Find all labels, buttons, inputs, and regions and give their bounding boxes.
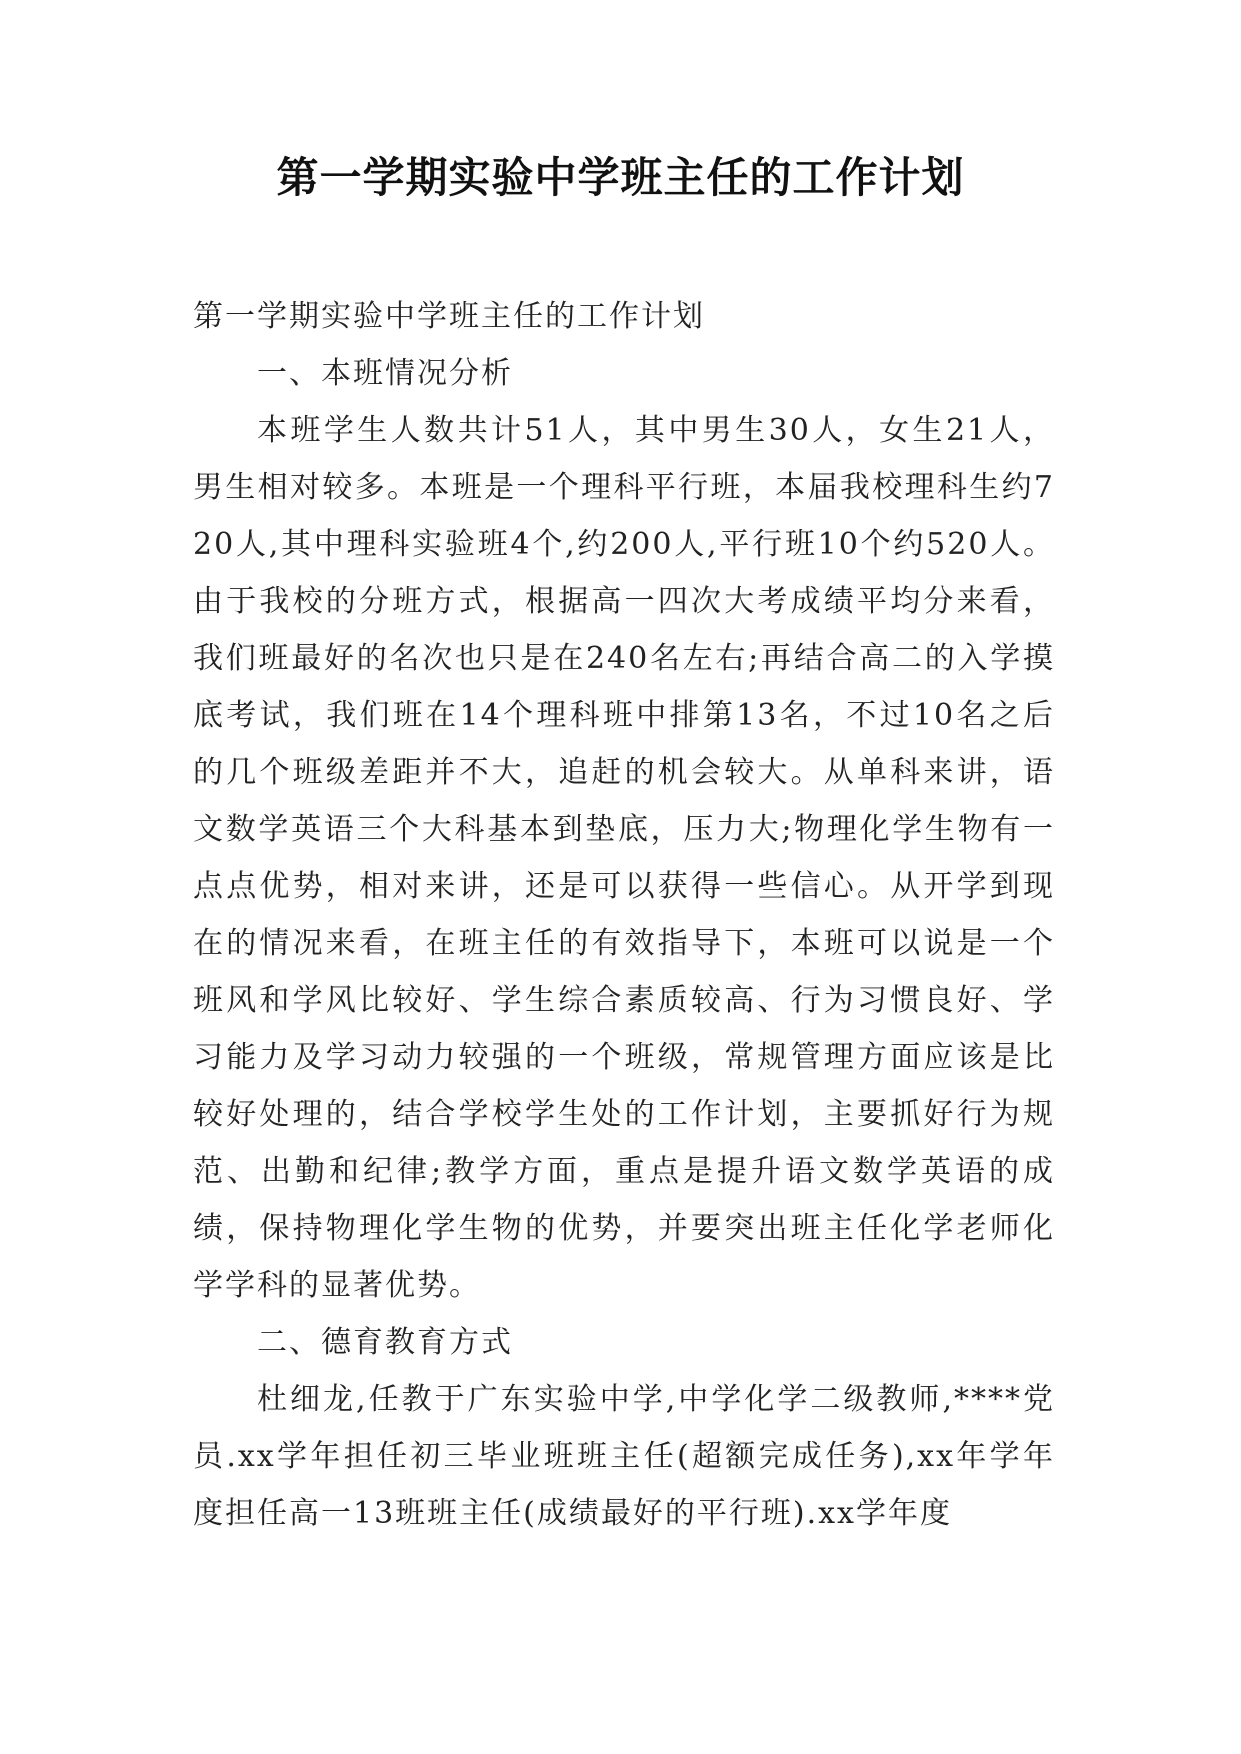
- paragraph-class-analysis: 本班学生人数共计51人，其中男生30人，女生21人，男生相对较多。本班是一个理科平行班，本届我校理科生约720人,其中理科实验班4个,约200人,平行班10个约520人。由于我校的分班方式，根据高一四次大考成绩平均分来看，我们班最好的名次也只是在240名左右;再结合高二的入学摸底考试，我们班在14个理科班中排第13名，不过10名之后的几个班级差距并不大，追赶的机会较大。从单科来讲，语文数学英语三个大科基本到垫底，压力大;物理化学生物有一点点优势，相对来讲，还是可以获得一些信心。从开学到现在的情况来看，在班主任的有效指导下，本班可以说是一个班风和学风比较好、学生综合素质较高、行为习惯良好、学习能力及学习动力较强的一个班级，常规管理方面应该是比较好处理的，结合学校学生处的工作计划，主要抓好行为规范、出勤和纪律;教学方面，重点是提升语文数学英语的成绩，保持物理化学生物的优势，并要突出班主任化学老师化学学科的显著优势。: [193, 413, 1055, 1303]
- section-heading-moral-education: 二、德育教育方式: [257, 1325, 513, 1360]
- paragraph-teacher-profile: 杜细龙,任教于广东实验中学,中学化学二级教师,****党员.xx学年担任初三毕业班班主任(超额完成任务),xx年学年度担任高一13班班主任(成绩最好的平行班).xx学年度: [193, 1382, 1055, 1531]
- document-title: 第一学期实验中学班主任的工作计划: [276, 153, 965, 202]
- section-heading-class-analysis: 一、本班情况分析: [257, 356, 513, 391]
- document-body: [193, 288, 1055, 1542]
- body-heading: 第一学期实验中学班主任的工作计划: [193, 299, 705, 334]
